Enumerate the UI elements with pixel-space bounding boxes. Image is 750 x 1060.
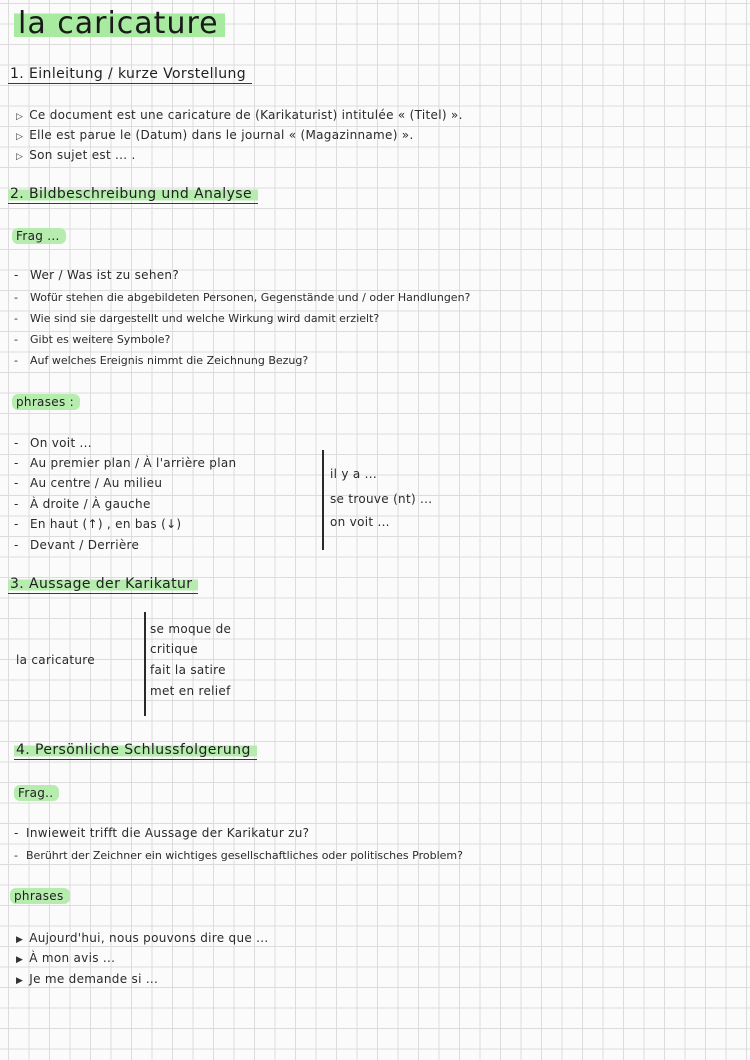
caricature-subject: la caricature — [16, 653, 95, 667]
divider-line — [144, 612, 146, 716]
divider-line — [322, 450, 324, 550]
verb-item: fait la satire — [150, 663, 226, 677]
frag-label: Frag.. — [14, 785, 59, 801]
intro-line-2: ▷ Elle est parue le (Datum) dans le journal « (Magazinname) ». — [16, 128, 414, 142]
section-3-heading: 3. Aussage der Karikatur — [8, 576, 198, 594]
page-title: la caricature — [14, 6, 225, 41]
phrase-item: - Au premier plan / À l'arrière plan — [14, 456, 237, 470]
side-phrase: il y a ... — [330, 467, 378, 481]
verb-item: critique — [150, 642, 198, 656]
triangle-bullet-icon: ▷ — [16, 112, 24, 122]
phrase-item: ▶ Je me demande si ... — [16, 972, 159, 986]
section-4-heading: 4. Persönliche Schlussfolgerung — [14, 742, 257, 760]
phrase-item: - On voit ... — [14, 436, 92, 450]
section-1-heading: 1. Einleitung / kurze Vorstellung — [8, 66, 252, 84]
triangle-bullet-icon: ▶ — [16, 976, 24, 986]
question-item: - Auf welches Ereignis nimmt die Zeichnung Bezug? — [14, 354, 309, 367]
frag-label: Frag ... — [12, 228, 66, 244]
triangle-bullet-icon: ▶ — [16, 955, 24, 965]
triangle-bullet-icon: ▷ — [16, 132, 24, 142]
side-phrase: on voit ... — [330, 515, 390, 529]
triangle-bullet-icon: ▷ — [16, 152, 24, 162]
question-item: - Wie sind sie dargestellt und welche Wirkung wird damit erzielt? — [14, 312, 380, 325]
phrase-item: - Au centre / Au milieu — [14, 476, 163, 490]
triangle-bullet-icon: ▶ — [16, 935, 24, 945]
question-item: - Wer / Was ist zu sehen? — [14, 268, 179, 282]
verb-item: se moque de — [150, 622, 232, 636]
phrase-item: - À droite / À gauche — [14, 497, 151, 511]
phrases-label: phrases — [10, 888, 70, 904]
phrases-label: phrases : — [12, 394, 80, 410]
question-item: - Gibt es weitere Symbole? — [14, 333, 171, 346]
question-item: - Inwieweit trifft die Aussage der Karikatur zu? — [14, 826, 310, 840]
phrase-item: - Devant / Derrière — [14, 538, 140, 552]
phrase-item: - En haut (↑) , en bas (↓) — [14, 517, 182, 531]
verb-item: met en relief — [150, 684, 231, 698]
intro-line-3: ▷ Son sujet est ... . — [16, 148, 136, 162]
phrase-item: ▶ À mon avis ... — [16, 951, 116, 965]
side-phrase: se trouve (nt) ... — [330, 492, 433, 506]
phrase-item: ▶ Aujourd'hui, nous pouvons dire que ... — [16, 931, 269, 945]
intro-line-1: ▷ Ce document est une caricature de (Karikaturist) intitulée « (Titel) ». — [16, 108, 463, 122]
question-item: - Berührt der Zeichner ein wichtiges gesellschaftliches oder politisches Problem? — [14, 849, 463, 862]
question-item: - Wofür stehen die abgebildeten Personen, Gegenstände und / oder Handlungen? — [14, 291, 471, 304]
section-2-heading: 2. Bildbeschreibung und Analyse — [8, 186, 258, 204]
